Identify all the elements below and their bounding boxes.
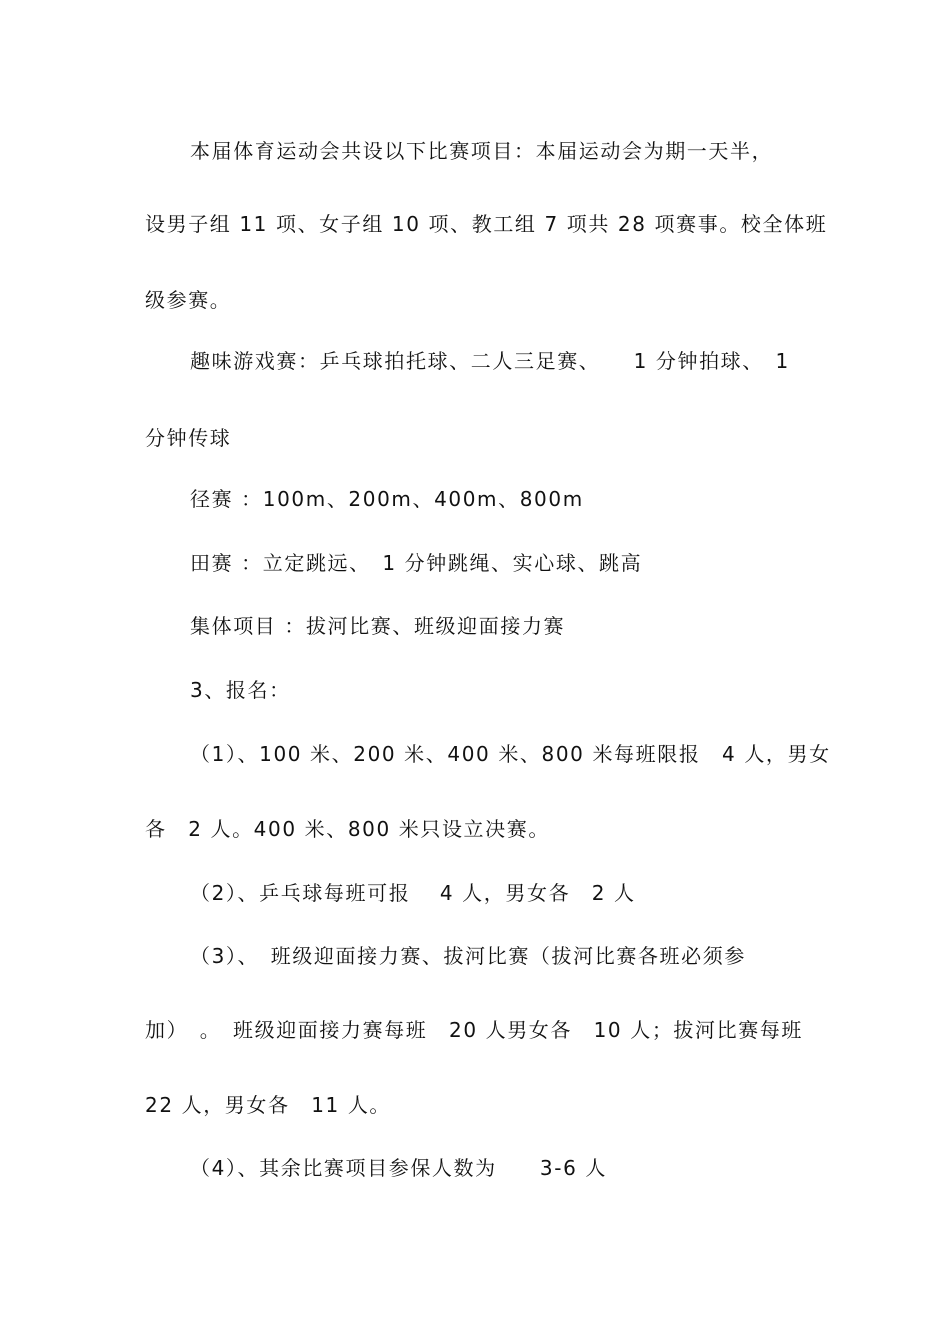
paragraph-line: 级参赛。 — [145, 288, 232, 312]
paragraph-line: 径赛 ：100m、200m、400m、800m — [190, 487, 584, 511]
list-item-line: 加） 。 班级迎面接力赛每班 20 人男女各 10 人；拔河比赛每班 — [145, 1018, 804, 1042]
list-item-line: （1）、100 米、200 米、400 米、800 米每班限报 4 人，男女 — [190, 742, 831, 766]
list-item-line: （2）、乒乓球每班可报 4 人，男女各 2 人 — [190, 881, 636, 905]
list-item-line: （3）、 班级迎面接力赛、拔河比赛（拔河比赛各班必须参 — [190, 944, 746, 968]
paragraph-line: 本届体育运动会共设以下比赛项目：本届运动会为期一天半， — [190, 139, 774, 163]
list-item-line: 22 人，男女各 11 人。 — [145, 1093, 392, 1117]
section-heading: 3、报名： — [190, 678, 291, 702]
paragraph-line: 趣味游戏赛：乒乓球拍托球、二人三足赛、 1 分钟拍球、 1 — [190, 349, 790, 373]
list-item-line: （4）、其余比赛项目参保人数为 3-6 人 — [190, 1156, 607, 1180]
paragraph-line: 田赛 ：立定跳远、 1 分钟跳绳、实心球、跳高 — [190, 551, 643, 575]
paragraph-line: 分钟传球 — [145, 426, 232, 450]
paragraph-line: 集体项目 ：拔河比赛、班级迎面接力赛 — [190, 614, 566, 638]
list-item-line: 各 2 人。400 米、800 米只设立决赛。 — [145, 817, 550, 841]
paragraph-line: 设男子组 11 项、女子组 10 项、教工组 7 项共 28 项赛事。校全体班 — [145, 212, 828, 236]
